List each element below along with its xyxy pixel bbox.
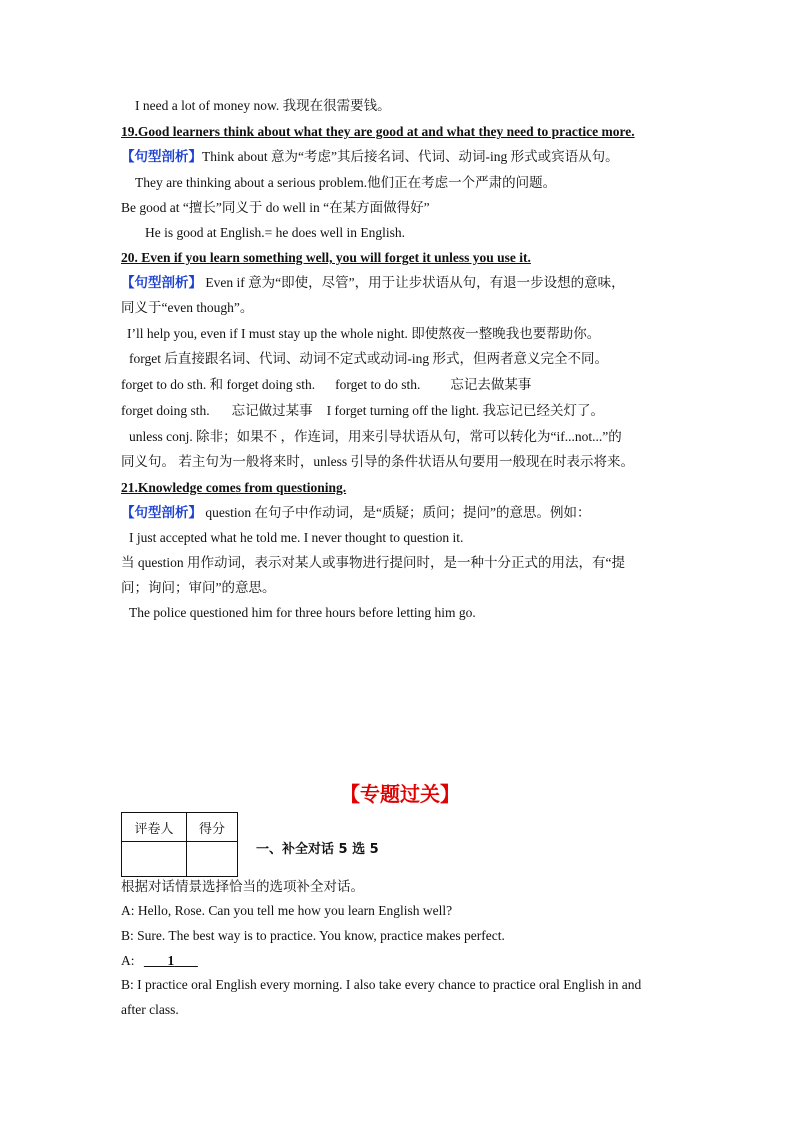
analysis-line: 【句型剖析】 question 在句子中作动词，是“质疑；质问；提问”的意思。例如： bbox=[121, 505, 591, 520]
note-line: 同义句。 若主句为一般将来时，unless 引导的条件状语从句要用一般现在时表示将来。 bbox=[121, 454, 634, 469]
part-heading: 一、补全对话 5 选 5 bbox=[256, 842, 379, 857]
grader-header-reviewer: 评卷人 bbox=[122, 813, 187, 842]
analysis-line: 【句型剖析】 Even if 意为“即使，尽管”，用于让步状语从句，有退一步设想的意味， bbox=[121, 275, 625, 290]
analysis-tag: 【句型剖析】 bbox=[121, 149, 202, 164]
sentence-heading-20: 20. Even if you learn something well, you will forget it unless you use it. bbox=[121, 250, 531, 265]
sentence-heading-19: 19.Good learners think about what they are good at and what they need to practice more. bbox=[121, 124, 635, 139]
example-line: I just accepted what he told me. I never thought to question it. bbox=[129, 530, 464, 545]
note-line: 问；询问；审问”的意思。 bbox=[121, 580, 276, 595]
analysis-line: 【句型剖析】Think about 意为“考虑”其后接名词、代词、动词-ing 形式或宾语从句。 bbox=[121, 149, 619, 164]
example-line: I need a lot of money now. 我现在很需要钱。 bbox=[135, 98, 391, 113]
note-line: unless conj. 除非；如果不 ，作连词，用来引导状语从句，常可以转化为“if...not...”的 bbox=[129, 429, 622, 444]
note-line: 同义于“even though”。 bbox=[121, 300, 254, 315]
grader-table bbox=[121, 812, 238, 877]
note-line: 当 question 用作动词，表示对某人或事物进行提问时，是一种十分正式的用法，有“提 bbox=[121, 555, 625, 570]
sentence-heading-21: 21.Knowledge comes from questioning. bbox=[121, 480, 347, 495]
analysis-tag: 【句型剖析】 bbox=[121, 275, 202, 290]
dialog-instruction: 根据对话情景选择恰当的选项补全对话。 bbox=[121, 879, 364, 894]
dialog-line: after class. bbox=[121, 1002, 179, 1017]
note-line: forget doing sth. 忘记做过某事 I forget turning off the light. 我忘记已经关灯了。 bbox=[121, 403, 604, 418]
note-line: Be good at “擅长”同义于 do well in “在某方面做得好” bbox=[121, 200, 430, 215]
grader-cell-reviewer[interactable] bbox=[122, 842, 187, 877]
section-title: 【专题过关】 bbox=[340, 782, 460, 806]
grader-header-score: 得分 bbox=[187, 813, 238, 842]
grader-cell-score[interactable] bbox=[187, 842, 238, 877]
note-line: forget to do sth. 和 forget doing sth. forget to do sth. 忘记去做某事 bbox=[121, 377, 532, 392]
note-line: forget 后直接跟名词、代词、动词不定式或动词-ing 形式，但两者意义完全不同。 bbox=[129, 351, 608, 366]
example-line: He is good at English.= he does well in English. bbox=[145, 225, 405, 240]
example-line: I’ll help you, even if I must stay up the whole night. 即使熬夜一整晚我也要帮助你。 bbox=[127, 326, 601, 341]
example-line: They are thinking about a serious problem.他们正在考虑一个严肃的问题。 bbox=[135, 175, 557, 190]
dialog-line: B: Sure. The best way is to practice. You know, practice makes perfect. bbox=[121, 928, 505, 943]
dialog-line: A: Hello, Rose. Can you tell me how you learn English well? bbox=[121, 903, 453, 918]
analysis-tag: 【句型剖析】 bbox=[121, 505, 202, 520]
answer-blank-1[interactable]: 1 bbox=[167, 953, 175, 968]
dialog-line: B: I practice oral English every morning. I also take every chance to practice oral English in and bbox=[121, 977, 642, 992]
dialog-line: A: 1 bbox=[0, 952, 800, 970]
example-line: The police questioned him for three hours before letting him go. bbox=[129, 605, 476, 620]
